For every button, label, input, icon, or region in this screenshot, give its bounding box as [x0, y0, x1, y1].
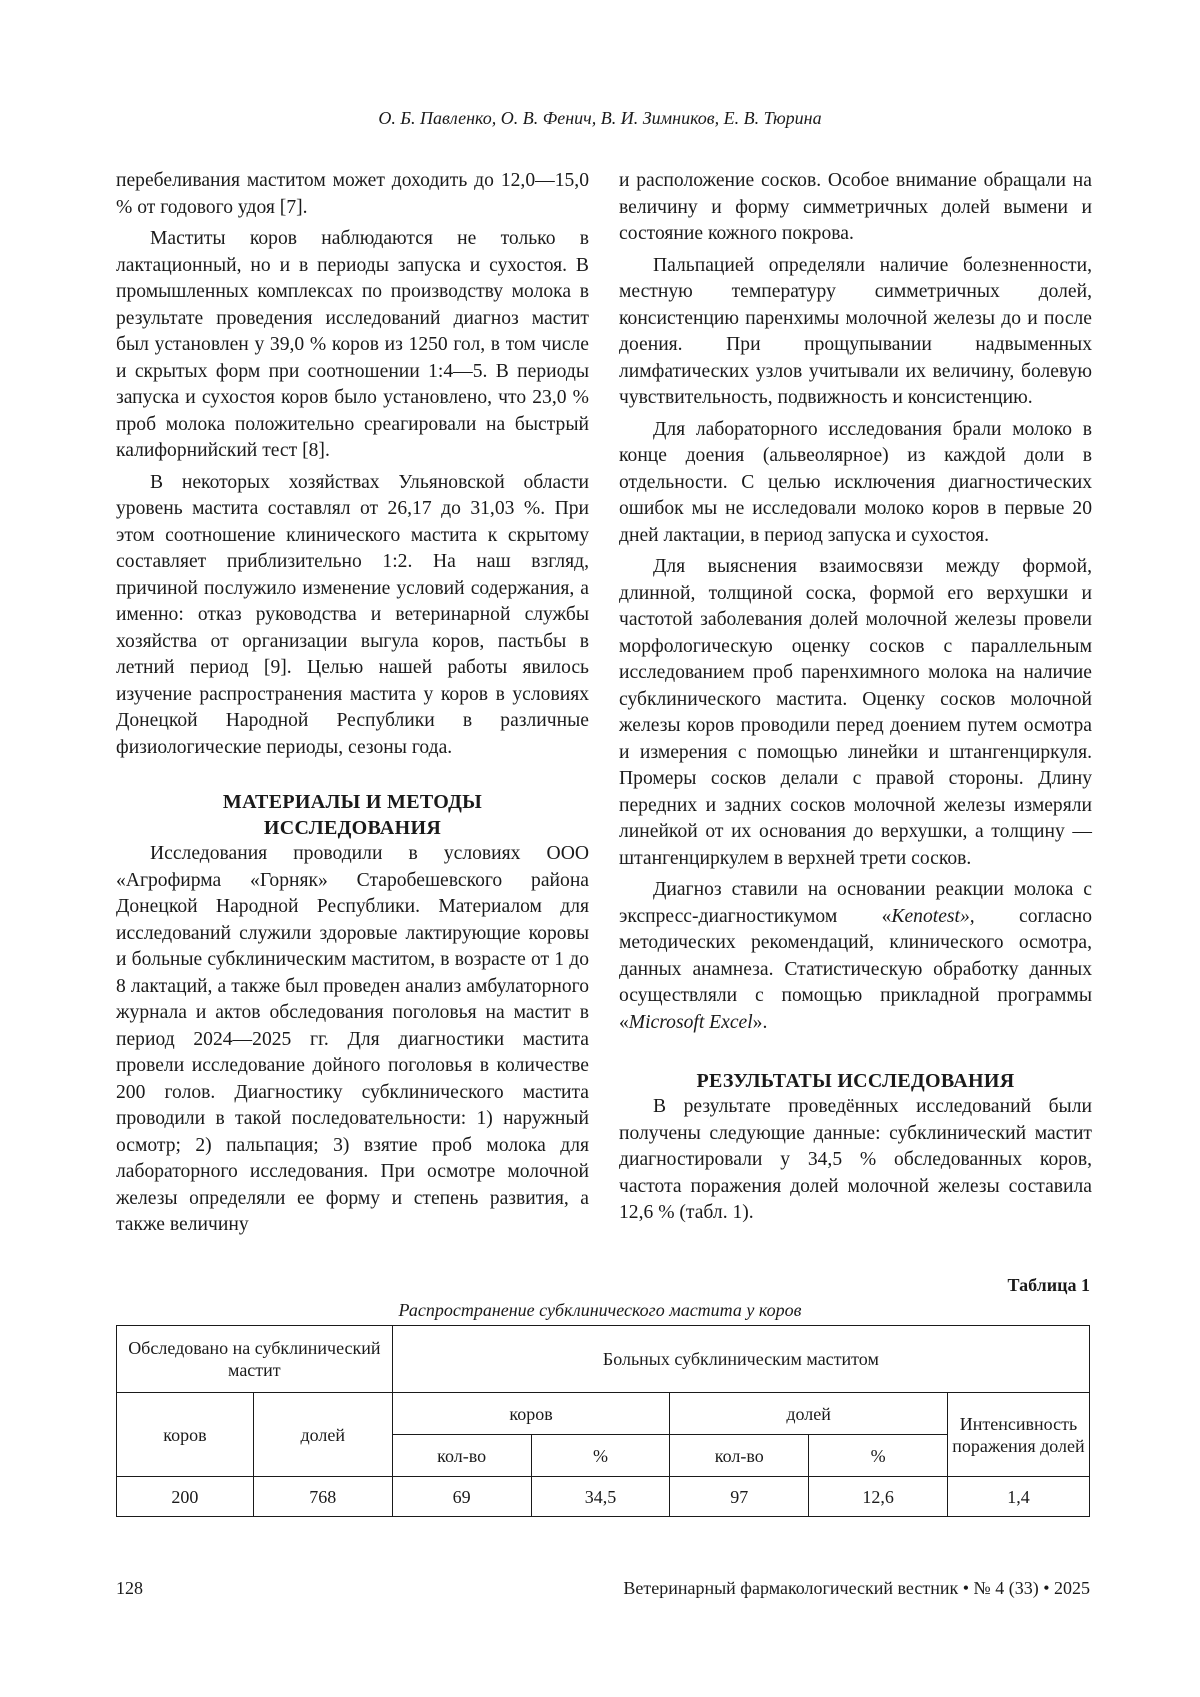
paragraph: Исследования проводили в условиях ООО «Агрофирма «Горняк» Старобешевского района Донецкой Народной Республики. Материалом для исследований служили здоровые лактирующие коровы и больные субклиническим маститом, в возрасте от 1 до 8 лактаций, а также был проведен анализ амбулаторного журнала и актов обследования поголовья на мастит в период 2024—2025 гг. Для диагностики мастита провели исследование дойного поголовья в количестве 200 голов. Диагностику субклинического мастита проводили в такой последовательности: 1) наружный осмотр; 2) пальпация; 3) взятие проб молока для лабораторного исследования. При осмотре молочной железы определяли ее форму и степень развития, а также величину	[116, 843, 589, 1235]
italic-term: Microsoft Excel	[628, 1011, 753, 1033]
section-title-materials	[116, 789, 589, 841]
italic-term: Kenotest»,	[891, 905, 975, 927]
paragraph: и расположение сосков. Особое внимание обращали на величину и форму симметричных долей вымени и состояние кожного покрова.	[619, 170, 1092, 244]
table-cell: 768	[253, 1477, 392, 1517]
header-cell: Больных субклиническим маститом	[392, 1326, 1089, 1393]
journal-footer: Ветеринарный фармакологический вестник • № 4 (33) • 2025	[623, 1578, 1090, 1598]
paragraph: В результате проведённых исследований были получены следующие данные: субклинический мастит диагностировали у 34,5 % обследованных коров, частота поражения долей молочной железы составила 12,6 % (табл. 1).	[619, 1096, 1092, 1223]
data-table	[116, 1325, 1090, 1517]
paragraph: Для выяснения взаимосвязи между формой, длинной, толщиной соска, формой его верхушки и частотой заболевания долей молочной железы провели морфологическую оценку сосков с параллельным исследованием проб паренхимного молока на наличие субклинического мастита. Оценку сосков молочной железы коров проводили перед доением путем осмотра и измерения с помощью линейки и штангенциркуля. Промеры сосков делали с правой стороны. Длину передних и задних сосков молочной железы измеряли линейкой от их основания до верхушки, а толщину — штангенциркулем в верхней трети сосков.	[619, 556, 1092, 869]
paragraph: Для лабораторного исследования брали молоко в конце доения (альвеолярное) из каждой доли в отдельности. С целью исключения диагностических ошибок мы не исследовали молоко коров в первые 20 дней лактации, в период запуска и сухостоя.	[619, 418, 1092, 546]
left-column	[116, 168, 589, 1239]
text-span: ».	[752, 1011, 768, 1033]
table-cell: 34,5	[531, 1477, 670, 1517]
table-label: Таблица 1	[1007, 1275, 1090, 1295]
table-cell: 69	[392, 1477, 531, 1517]
header-cell: Интенсивность поражения долей	[947, 1393, 1089, 1477]
paragraph	[619, 877, 1092, 1036]
header-cell: %	[531, 1435, 670, 1477]
table-row	[117, 1477, 1090, 1517]
paragraph: В некоторых хозяйствах Ульяновской области уровень мастита составлял от 26,17 до 31,03 %. При этом соотношение клинического мастита к скрытому составляет приблизительно 1:2. На наш взгляд, причиной послужило изменение условий содержания, а именно: отказ руководства и ветеринарной службы хозяйства от организации выгула коров, пастьбы в летний период [9]. Целью нашей работы явилось изучение распространения мастита у коров в условиях Донецкой Народной Республики в различные физиологические периоды, сезоны года.	[116, 471, 589, 758]
header-cell: коров	[392, 1393, 670, 1435]
header-cell: Обследовано на субклинический мастит	[117, 1326, 393, 1393]
header-cell: кол-во	[392, 1435, 531, 1477]
running-header-authors: О. Б. Павленко, О. В. Фенич, В. И. Зимников, Е. В. Тюрина	[378, 108, 822, 128]
header-cell: коров	[117, 1393, 254, 1477]
table-cell: 200	[117, 1477, 254, 1517]
header-cell: %	[809, 1435, 948, 1477]
table-caption: Распространение субклинического мастита у коров	[398, 1300, 802, 1320]
table-row	[117, 1393, 1090, 1435]
text-span: Диагноз ставили на основании реакции молока с экспресс-диагностикумом «	[619, 879, 1092, 927]
page-number: 128	[116, 1578, 143, 1598]
table-cell: 97	[670, 1477, 809, 1517]
table-row	[117, 1326, 1090, 1393]
table-cell: 12,6	[809, 1477, 948, 1517]
paragraph: Маститы коров наблюдаются не только в лактационный, но и в периоды запуска и сухостоя. В промышленных комплексах по производству молока в результате проведения исследований диагноз мастит был установлен у 39,0 % коров из 1250 гол, в том числе и скрытых форм при соотношении 1:4—5. В периоды запуска и сухостоя коров было установлено, что 23,0 % проб молока положительно среагировали на быстрый калифорнийский тест [8].	[116, 228, 589, 461]
section-title-line: ИССЛЕДОВАНИЯ	[263, 817, 442, 839]
paragraph: перебеливания маститом может доходить до 12,0—15,0 % от годового удоя [7].	[116, 170, 589, 218]
header-cell: кол-во	[670, 1435, 809, 1477]
section-title-results: РЕЗУЛЬТАТЫ ИССЛЕДОВАНИЯ	[696, 1070, 1015, 1092]
table-cell: 1,4	[947, 1477, 1089, 1517]
right-column	[619, 168, 1092, 1227]
header-cell: долей	[670, 1393, 948, 1435]
section-title-line: МАТЕРИАЛЫ И МЕТОДЫ	[222, 791, 483, 813]
header-cell: долей	[253, 1393, 392, 1477]
text-span: согласно методических рекомендаций, клинического осмотра, данных анамнеза. Статистическую обработку данных осуществляли с помощью прикладной программы «	[619, 905, 1092, 1033]
paragraph: Пальпацией определяли наличие болезненности, местную температуру симметричных долей, консистенцию паренхимы молочной железы до и после доения. При прощупывании надвыменных лимфатических узлов учитывали их величину, болевую чувствительность, подвижность и консистенцию.	[619, 254, 1092, 408]
